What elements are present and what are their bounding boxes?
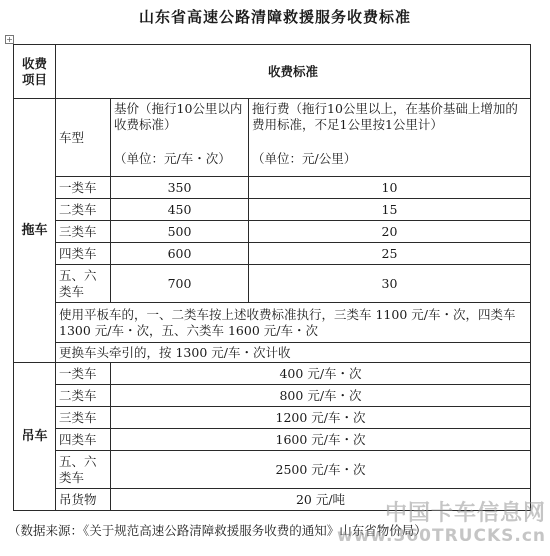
crane-type-cell: 吊货物 <box>56 489 111 511</box>
towing-extra-cell: 15 <box>249 199 531 221</box>
fee-table <box>13 44 531 511</box>
towing-extra-cell: 10 <box>249 177 531 199</box>
source-note: （数据来源：《关于规范高速公路清障救援服务收费的通知》山东省物价局） <box>8 523 427 538</box>
expand-handle-icon[interactable]: + <box>6 35 13 44</box>
crane-type-cell: 一类车 <box>56 363 111 385</box>
towing-type-cell: 二类车 <box>56 199 111 221</box>
table-row <box>14 303 531 343</box>
crane-type-cell: 四类车 <box>56 429 111 451</box>
crane-label: 吊车 <box>14 363 56 511</box>
towing-extra-header <box>249 99 531 177</box>
watermark-logo <box>337 503 546 545</box>
towing-base-title: 基价（拖行10公里以内收费标准） <box>114 101 243 132</box>
table-row <box>14 243 531 265</box>
towing-base-cell: 450 <box>111 199 249 221</box>
towing-label: 拖车 <box>14 99 56 363</box>
crane-price-cell: 400 元/车・次 <box>111 363 531 385</box>
towing-type-cell: 五、六类车 <box>56 265 111 303</box>
watermark-line2: www.360TRUCKS.cn <box>337 526 546 546</box>
towing-base-cell: 350 <box>111 177 249 199</box>
watermark-line1: 中国卡车信息网 <box>384 501 546 526</box>
towing-base-cell: 500 <box>111 221 249 243</box>
table-row <box>14 429 531 451</box>
table-row <box>14 199 531 221</box>
towing-base-unit: （单位：元/车・次） <box>114 151 231 166</box>
towing-extra-cell: 30 <box>249 265 531 303</box>
crane-price-cell: 800 元/车・次 <box>111 385 531 407</box>
crane-price-cell: 1600 元/车・次 <box>111 429 531 451</box>
towing-extra-unit: （单位：元/公里） <box>252 151 357 166</box>
table-row <box>14 451 531 489</box>
header-item-col: 收费项目 <box>14 45 56 99</box>
table-row <box>14 177 531 199</box>
towing-base-cell: 600 <box>111 243 249 265</box>
towing-type-cell: 四类车 <box>56 243 111 265</box>
crane-price-cell: 20 元/吨 <box>111 489 531 511</box>
table-row <box>14 265 531 303</box>
towing-flatbed-note: 使用平板车的，一、二类车按上述收费标准执行，三类车 1100 元/车・次，四类车 1300 元/车・次，五、六类车 1600 元/车・次 <box>56 303 531 343</box>
header-standard-col: 收费标准 <box>56 45 531 99</box>
towing-type-header: 车型 <box>56 99 111 177</box>
table-row <box>14 363 531 385</box>
towing-tractor-note: 更换车头牵引的，按 1300 元/车・次计收 <box>56 343 531 363</box>
crane-price-cell: 1200 元/车・次 <box>111 407 531 429</box>
crane-type-cell: 三类车 <box>56 407 111 429</box>
table-row <box>14 407 531 429</box>
towing-type-cell: 一类车 <box>56 177 111 199</box>
towing-extra-cell: 25 <box>249 243 531 265</box>
table-row <box>14 343 531 363</box>
crane-price-cell: 2500 元/车・次 <box>111 451 531 489</box>
table-row <box>14 221 531 243</box>
page-title: 山东省高速公路清障救援服务收费标准 <box>138 8 411 26</box>
table-header-row <box>14 45 531 99</box>
towing-base-cell: 700 <box>111 265 249 303</box>
towing-type-cell: 三类车 <box>56 221 111 243</box>
towing-extra-cell: 20 <box>249 221 531 243</box>
towing-base-header <box>111 99 249 177</box>
towing-subheader-row <box>14 99 531 177</box>
crane-type-cell: 二类车 <box>56 385 111 407</box>
towing-extra-title: 拖行费（拖行10公里以上，在基价基础上增加的费用标准，不足1公里按1公里计） <box>252 101 518 132</box>
crane-type-cell: 五、六类车 <box>56 451 111 489</box>
table-row <box>14 385 531 407</box>
